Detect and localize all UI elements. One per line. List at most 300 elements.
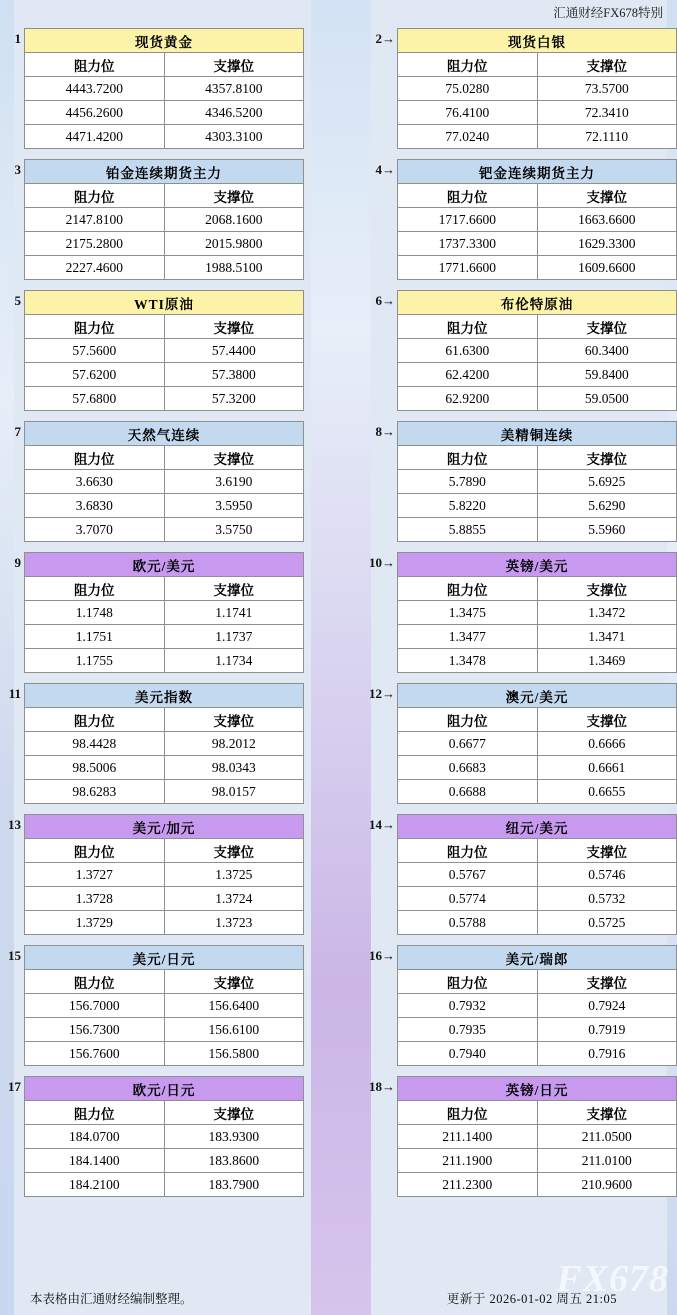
- block-index-label: 11: [8, 686, 21, 701]
- support-value: 3.5950: [164, 494, 304, 518]
- column-header-support: 支撑位: [537, 184, 677, 208]
- column-header-resistance: 阻力位: [398, 315, 538, 339]
- table-row: [398, 470, 677, 494]
- brand-label: 汇通财经FX678特别: [553, 6, 663, 20]
- support-value: 211.0100: [537, 1149, 677, 1173]
- resistance-value: 61.6300: [398, 339, 538, 363]
- instrument-title: 美元/瑞郎: [398, 946, 677, 970]
- column-header-support: 支撑位: [164, 708, 304, 732]
- resistance-value: 75.0280: [398, 77, 538, 101]
- resistance-value: 0.5788: [398, 911, 538, 935]
- resistance-value: 184.1400: [25, 1149, 165, 1173]
- levels-row: [0, 28, 677, 149]
- column-header-resistance: 阻力位: [25, 315, 165, 339]
- column-header-support: 支撑位: [537, 577, 677, 601]
- support-value: 3.6190: [164, 470, 304, 494]
- levels-grid: [0, 28, 677, 1207]
- table-row: [25, 649, 304, 673]
- resistance-value: 0.6677: [398, 732, 538, 756]
- table-row: [398, 518, 677, 542]
- table-row: [398, 1077, 677, 1101]
- support-value: 0.5732: [537, 887, 677, 911]
- instrument-block: [363, 552, 677, 673]
- instrument-block: [0, 159, 304, 280]
- table-row: [398, 780, 677, 804]
- instrument-title: 英镑/美元: [398, 553, 677, 577]
- table-row: [398, 208, 677, 232]
- resistance-value: 62.4200: [398, 363, 538, 387]
- table-row: [398, 684, 677, 708]
- instrument-table: [24, 1076, 304, 1197]
- support-value: 98.0343: [164, 756, 304, 780]
- table-row: [398, 29, 677, 53]
- column-header-resistance: 阻力位: [25, 446, 165, 470]
- table-header-row: [25, 446, 304, 470]
- column-header-resistance: 阻力位: [398, 839, 538, 863]
- support-value: 211.0500: [537, 1125, 677, 1149]
- support-value: 98.0157: [164, 780, 304, 804]
- support-value: 183.9300: [164, 1125, 304, 1149]
- instrument-title: 美元/日元: [25, 946, 304, 970]
- table-row: [25, 339, 304, 363]
- instrument-table: [397, 1076, 677, 1197]
- table-row: [25, 1018, 304, 1042]
- instrument-title: WTI原油: [25, 291, 304, 315]
- resistance-value: 2147.8100: [25, 208, 165, 232]
- support-value: 183.8600: [164, 1149, 304, 1173]
- instrument-title: 纽元/美元: [398, 815, 677, 839]
- resistance-value: 184.2100: [25, 1173, 165, 1197]
- instrument-block: [0, 552, 304, 673]
- support-value: 1.3723: [164, 911, 304, 935]
- instrument-title: 现货黄金: [25, 29, 304, 53]
- table-row: [398, 994, 677, 1018]
- block-index-label: 17: [8, 1079, 21, 1094]
- support-value: 57.3200: [164, 387, 304, 411]
- table-row: [25, 256, 304, 280]
- table-row: [398, 887, 677, 911]
- table-header-row: [398, 184, 677, 208]
- column-header-support: 支撑位: [537, 315, 677, 339]
- table-row: [25, 756, 304, 780]
- support-value: 59.8400: [537, 363, 677, 387]
- support-value: 0.5746: [537, 863, 677, 887]
- column-header-resistance: 阻力位: [25, 839, 165, 863]
- table-row: [25, 780, 304, 804]
- resistance-value: 211.2300: [398, 1173, 538, 1197]
- instrument-table: [397, 552, 677, 673]
- table-row: [25, 994, 304, 1018]
- resistance-value: 98.5006: [25, 756, 165, 780]
- levels-row: [0, 290, 677, 411]
- levels-row: [0, 552, 677, 673]
- table-row: [398, 232, 677, 256]
- column-header-resistance: 阻力位: [25, 708, 165, 732]
- resistance-value: 3.6830: [25, 494, 165, 518]
- table-row: [25, 1125, 304, 1149]
- instrument-table: [397, 159, 677, 280]
- instrument-table: [397, 290, 677, 411]
- resistance-value: 1.3475: [398, 601, 538, 625]
- instrument-block: [0, 945, 304, 1066]
- support-value: 156.6100: [164, 1018, 304, 1042]
- table-row: [398, 601, 677, 625]
- resistance-value: 211.1900: [398, 1149, 538, 1173]
- support-value: 73.5700: [537, 77, 677, 101]
- support-value: 210.9600: [537, 1173, 677, 1197]
- instrument-block: [363, 28, 677, 149]
- resistance-value: 1.1755: [25, 649, 165, 673]
- support-value: 1.1741: [164, 601, 304, 625]
- support-value: 1663.6600: [537, 208, 677, 232]
- instrument-block: [363, 159, 677, 280]
- block-index-label: 13: [8, 817, 21, 832]
- resistance-value: 1771.6600: [398, 256, 538, 280]
- resistance-value: 0.5767: [398, 863, 538, 887]
- table-row: [25, 518, 304, 542]
- table-header-row: [25, 1101, 304, 1125]
- instrument-table: [397, 683, 677, 804]
- resistance-value: 0.7932: [398, 994, 538, 1018]
- resistance-value: 1.3728: [25, 887, 165, 911]
- resistance-value: 4456.2600: [25, 101, 165, 125]
- resistance-value: 98.6283: [25, 780, 165, 804]
- block-index-label: 10→: [369, 555, 395, 570]
- table-row: [398, 256, 677, 280]
- resistance-value: 184.0700: [25, 1125, 165, 1149]
- support-value: 1.1737: [164, 625, 304, 649]
- column-header-resistance: 阻力位: [25, 970, 165, 994]
- column-header-support: 支撑位: [537, 1101, 677, 1125]
- resistance-value: 0.6688: [398, 780, 538, 804]
- block-index-label: 8→: [375, 424, 395, 439]
- table-row: [398, 553, 677, 577]
- table-header-row: [398, 708, 677, 732]
- levels-row: [0, 421, 677, 542]
- resistance-value: 0.5774: [398, 887, 538, 911]
- support-value: 0.7924: [537, 994, 677, 1018]
- table-row: [25, 77, 304, 101]
- table-row: [25, 29, 304, 53]
- levels-row: [0, 814, 677, 935]
- instrument-title: 澳元/美元: [398, 684, 677, 708]
- support-value: 0.6661: [537, 756, 677, 780]
- table-header-row: [25, 839, 304, 863]
- footer-note: 本表格由汇通财经编制整理。: [30, 1292, 193, 1306]
- support-value: 72.1110: [537, 125, 677, 149]
- support-value: 1609.6600: [537, 256, 677, 280]
- resistance-value: 0.7935: [398, 1018, 538, 1042]
- table-row: [25, 815, 304, 839]
- resistance-value: 1737.3300: [398, 232, 538, 256]
- table-row: [25, 125, 304, 149]
- support-value: 57.4400: [164, 339, 304, 363]
- resistance-value: 156.7300: [25, 1018, 165, 1042]
- table-row: [25, 160, 304, 184]
- support-value: 98.2012: [164, 732, 304, 756]
- instrument-block: [0, 421, 304, 542]
- instrument-table: [397, 945, 677, 1066]
- support-value: 0.7919: [537, 1018, 677, 1042]
- table-row: [25, 684, 304, 708]
- instrument-title: 欧元/日元: [25, 1077, 304, 1101]
- block-index-label: 18→: [369, 1079, 395, 1094]
- support-value: 1629.3300: [537, 232, 677, 256]
- instrument-table: [24, 421, 304, 542]
- table-row: [398, 1125, 677, 1149]
- table-row: [25, 863, 304, 887]
- support-value: 1988.5100: [164, 256, 304, 280]
- resistance-value: 57.6200: [25, 363, 165, 387]
- table-row: [398, 125, 677, 149]
- instrument-title: 铂金连续期货主力: [25, 160, 304, 184]
- table-header-row: [25, 184, 304, 208]
- support-value: 1.3472: [537, 601, 677, 625]
- instrument-title: 美精铜连续: [398, 422, 677, 446]
- table-header-row: [398, 446, 677, 470]
- table-row: [25, 232, 304, 256]
- resistance-value: 1.3478: [398, 649, 538, 673]
- support-value: 0.5725: [537, 911, 677, 935]
- table-header-row: [25, 708, 304, 732]
- table-row: [25, 422, 304, 446]
- table-header-row: [398, 577, 677, 601]
- block-index-label: 3: [14, 162, 21, 177]
- instrument-table: [24, 159, 304, 280]
- resistance-value: 76.4100: [398, 101, 538, 125]
- instrument-title: 欧元/美元: [25, 553, 304, 577]
- table-row: [25, 732, 304, 756]
- instrument-table: [24, 945, 304, 1066]
- instrument-title: 美元/加元: [25, 815, 304, 839]
- column-header-support: 支撑位: [537, 970, 677, 994]
- instrument-table: [24, 290, 304, 411]
- support-value: 1.3724: [164, 887, 304, 911]
- block-index-label: 15: [8, 948, 21, 963]
- table-row: [25, 601, 304, 625]
- column-header-resistance: 阻力位: [398, 53, 538, 77]
- column-header-support: 支撑位: [164, 1101, 304, 1125]
- block-index-label: 6→: [375, 293, 395, 308]
- resistance-value: 1.3477: [398, 625, 538, 649]
- resistance-value: 1.3727: [25, 863, 165, 887]
- table-row: [25, 625, 304, 649]
- column-header-support: 支撑位: [537, 53, 677, 77]
- table-row: [398, 101, 677, 125]
- table-row: [398, 291, 677, 315]
- column-header-support: 支撑位: [164, 970, 304, 994]
- column-header-resistance: 阻力位: [398, 1101, 538, 1125]
- column-header-support: 支撑位: [537, 839, 677, 863]
- column-header-resistance: 阻力位: [398, 708, 538, 732]
- resistance-value: 62.9200: [398, 387, 538, 411]
- table-row: [398, 863, 677, 887]
- table-row: [25, 553, 304, 577]
- column-header-resistance: 阻力位: [25, 53, 165, 77]
- block-index-label: 9: [14, 555, 21, 570]
- instrument-block: [0, 814, 304, 935]
- table-row: [398, 160, 677, 184]
- table-header-row: [25, 970, 304, 994]
- instrument-block: [363, 421, 677, 542]
- column-header-support: 支撑位: [164, 184, 304, 208]
- instrument-table: [24, 683, 304, 804]
- resistance-value: 2227.4600: [25, 256, 165, 280]
- instrument-table: [24, 28, 304, 149]
- resistance-value: 5.7890: [398, 470, 538, 494]
- table-row: [25, 887, 304, 911]
- table-header-row: [398, 1101, 677, 1125]
- column-header-resistance: 阻力位: [25, 577, 165, 601]
- instrument-title: 英镑/日元: [398, 1077, 677, 1101]
- resistance-value: 3.6630: [25, 470, 165, 494]
- column-header-support: 支撑位: [164, 315, 304, 339]
- table-row: [25, 208, 304, 232]
- page-header: [0, 0, 677, 24]
- resistance-value: 0.6683: [398, 756, 538, 780]
- support-value: 5.6290: [537, 494, 677, 518]
- resistance-value: 2175.2800: [25, 232, 165, 256]
- page-footer: [0, 1281, 677, 1315]
- table-row: [25, 101, 304, 125]
- levels-row: [0, 1076, 677, 1197]
- resistance-value: 1.1748: [25, 601, 165, 625]
- table-row: [25, 911, 304, 935]
- support-value: 0.6655: [537, 780, 677, 804]
- support-value: 1.3469: [537, 649, 677, 673]
- table-row: [398, 946, 677, 970]
- table-row: [398, 1149, 677, 1173]
- block-index-label: 1: [14, 31, 21, 46]
- resistance-value: 4443.7200: [25, 77, 165, 101]
- instrument-block: [0, 290, 304, 411]
- table-row: [398, 339, 677, 363]
- resistance-value: 4471.4200: [25, 125, 165, 149]
- block-index-label: 14→: [369, 817, 395, 832]
- watermark-label: FX678: [556, 1258, 669, 1300]
- instrument-table: [397, 421, 677, 542]
- column-header-resistance: 阻力位: [398, 446, 538, 470]
- table-row: [25, 1173, 304, 1197]
- table-row: [25, 387, 304, 411]
- instrument-block: [363, 1076, 677, 1197]
- instrument-block: [363, 945, 677, 1066]
- column-header-support: 支撑位: [164, 53, 304, 77]
- levels-row: [0, 159, 677, 280]
- support-value: 183.7900: [164, 1173, 304, 1197]
- table-row: [398, 363, 677, 387]
- instrument-table: [24, 814, 304, 935]
- resistance-value: 1717.6600: [398, 208, 538, 232]
- support-value: 59.0500: [537, 387, 677, 411]
- table-row: [398, 77, 677, 101]
- block-index-label: 4→: [375, 162, 395, 177]
- column-header-support: 支撑位: [537, 446, 677, 470]
- resistance-value: 1.3729: [25, 911, 165, 935]
- instrument-block: [363, 814, 677, 935]
- column-header-support: 支撑位: [537, 708, 677, 732]
- table-row: [25, 1042, 304, 1066]
- table-row: [25, 494, 304, 518]
- support-value: 57.3800: [164, 363, 304, 387]
- support-value: 156.6400: [164, 994, 304, 1018]
- block-index-label: 2→: [375, 31, 395, 46]
- table-row: [398, 911, 677, 935]
- instrument-title: 现货白银: [398, 29, 677, 53]
- table-row: [25, 363, 304, 387]
- support-value: 2068.1600: [164, 208, 304, 232]
- table-header-row: [398, 839, 677, 863]
- column-header-support: 支撑位: [164, 446, 304, 470]
- block-index-label: 7: [14, 424, 21, 439]
- table-header-row: [398, 970, 677, 994]
- table-row: [25, 1149, 304, 1173]
- support-value: 0.6666: [537, 732, 677, 756]
- table-row: [25, 291, 304, 315]
- resistance-value: 98.4428: [25, 732, 165, 756]
- block-index-label: 16→: [369, 948, 395, 963]
- instrument-block: [0, 28, 304, 149]
- support-value: 72.3410: [537, 101, 677, 125]
- table-row: [398, 1042, 677, 1066]
- column-header-resistance: 阻力位: [398, 970, 538, 994]
- table-header-row: [398, 53, 677, 77]
- table-row: [25, 946, 304, 970]
- resistance-value: 3.7070: [25, 518, 165, 542]
- block-index-label: 12→: [369, 686, 395, 701]
- resistance-value: 156.7600: [25, 1042, 165, 1066]
- support-value: 2015.9800: [164, 232, 304, 256]
- support-value: 4357.8100: [164, 77, 304, 101]
- table-row: [398, 756, 677, 780]
- table-row: [398, 494, 677, 518]
- instrument-block: [0, 683, 304, 804]
- resistance-value: 5.8220: [398, 494, 538, 518]
- table-row: [398, 1173, 677, 1197]
- instrument-table: [397, 28, 677, 149]
- table-row: [25, 1077, 304, 1101]
- levels-row: [0, 945, 677, 1066]
- table-row: [398, 387, 677, 411]
- table-header-row: [25, 577, 304, 601]
- column-header-resistance: 阻力位: [398, 577, 538, 601]
- column-header-resistance: 阻力位: [25, 184, 165, 208]
- column-header-resistance: 阻力位: [398, 184, 538, 208]
- instrument-table: [397, 814, 677, 935]
- support-value: 4346.5200: [164, 101, 304, 125]
- instrument-title: 布伦特原油: [398, 291, 677, 315]
- support-value: 60.3400: [537, 339, 677, 363]
- resistance-value: 57.5600: [25, 339, 165, 363]
- column-header-resistance: 阻力位: [25, 1101, 165, 1125]
- column-header-support: 支撑位: [164, 577, 304, 601]
- instrument-block: [0, 1076, 304, 1197]
- resistance-value: 57.6800: [25, 387, 165, 411]
- resistance-value: 77.0240: [398, 125, 538, 149]
- instrument-block: [363, 290, 677, 411]
- levels-row: [0, 683, 677, 804]
- instrument-title: 天然气连续: [25, 422, 304, 446]
- support-value: 1.3725: [164, 863, 304, 887]
- instrument-title: 钯金连续期货主力: [398, 160, 677, 184]
- table-header-row: [25, 53, 304, 77]
- table-row: [398, 815, 677, 839]
- table-row: [398, 732, 677, 756]
- instrument-title: 美元指数: [25, 684, 304, 708]
- column-header-support: 支撑位: [164, 839, 304, 863]
- resistance-value: 5.8855: [398, 518, 538, 542]
- table-row: [398, 649, 677, 673]
